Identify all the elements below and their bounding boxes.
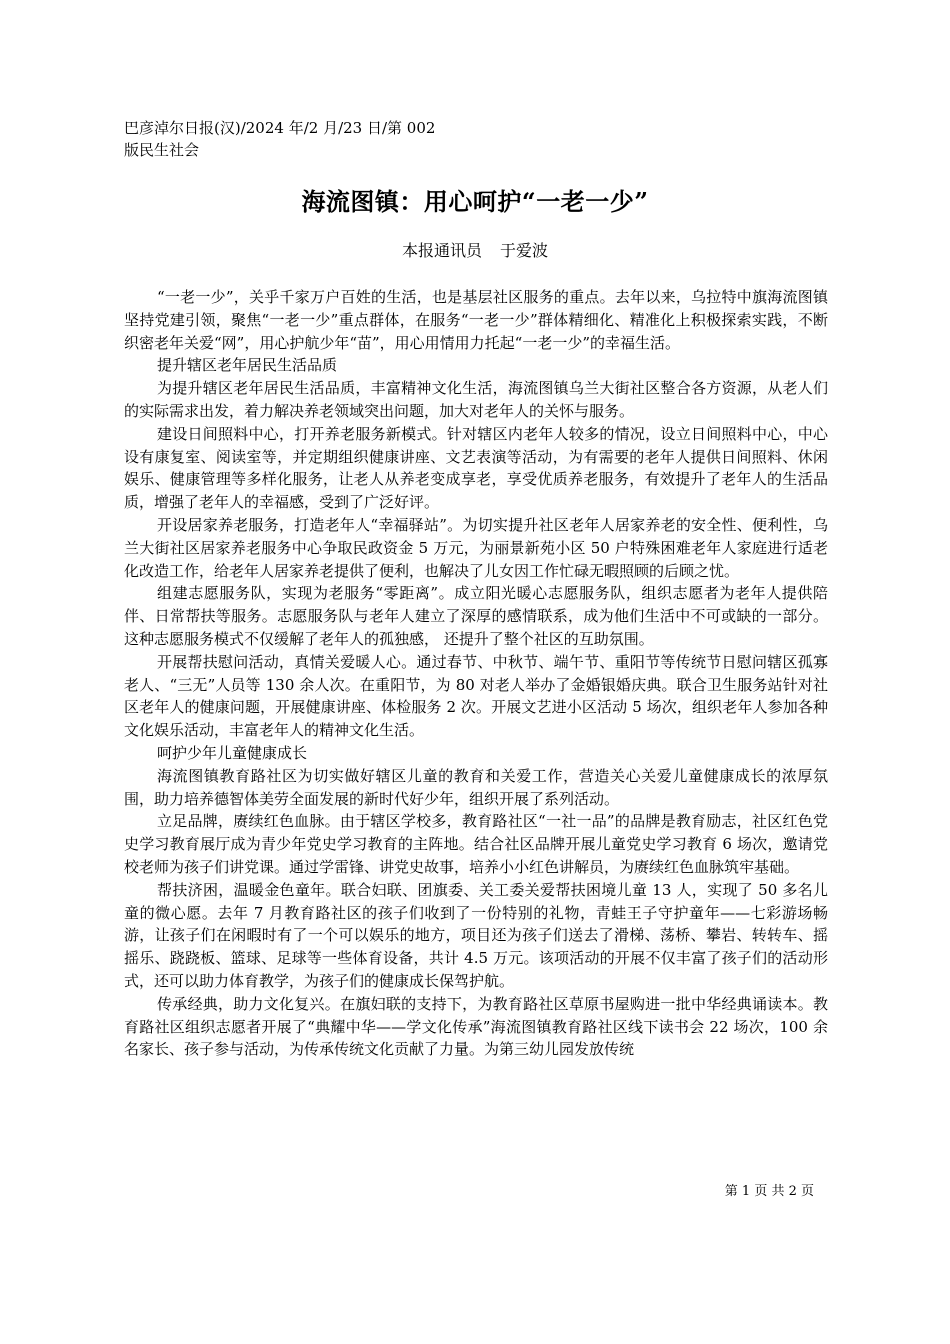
paragraph: 为提升辖区老年居民生活品质，丰富精神文化生活，海流图镇乌兰大街社区整合各方资源，从老人们的实际需求出发，着力解决养老领域突出问题，加大对老年人的关怀与服务。	[124, 379, 828, 420]
byline-name: 于爱波	[500, 241, 549, 260]
section-line: 版民生社会	[124, 141, 200, 159]
page-indicator: 第 1 页 共 2 页	[724, 1184, 814, 1199]
paragraph: 开设居家养老服务，打造老年人“幸福驿站”。为切实提升社区老年人居家养老的安全性、便利性，乌兰大街社区居家养老服务中心争取民政资金 5 万元，为丽景新苑小区 50 户特殊困难老年人家庭进行适老化改造工作，给老年人居家养老提供了便利，也解决了儿女因工作忙碌无暇照顾的后顾之忧。	[124, 515, 828, 580]
section-heading-elderly: 提升辖区老年居民生活品质	[157, 356, 338, 375]
paragraph: 组建志愿服务队，实现为老服务“零距离”。成立阳光暖心志愿服务队，组织志愿者为老年人提供陪伴、日常帮扶等服务。志愿服务队与老年人建立了深厚的感情联系，成为他们生活中不可或缺的一部分。 这种志愿服务模式不仅缓解了老年人的孤独感， 还提升了整个社区的互助氛围。	[124, 584, 828, 648]
article-body	[124, 286, 828, 1061]
paragraph: 帮扶济困，温暖金色童年。联合妇联、团旗委、关工委关爱帮扶困境儿童 13 人，实现了 50 多名儿童的微心愿。去年 7 月教育路社区的孩子们收到了一份特别的礼物，青蛙王子守护童年——七彩游场畅游，让孩子们在闲暇时有了一个可以娱乐的地方，项目还为孩子们送去了滑梯、荡桥、攀岩、转转车、摇摇乐、跷跷板、篮球、足球等一些体育设备，共计 4.5 万元。该项活动的开展不仅丰富了孩子们的活动形式，还可以助力体育教学，为孩子们的健康成长保驾护航。	[124, 880, 828, 990]
byline-role: 本报通讯员	[401, 241, 482, 260]
paragraph: 立足品牌，赓续红色血脉。由于辖区学校多，教育路社区“一社一品”的品牌是教育励志，社区红色党史学习教育展厅成为青少年党史学习教育的主阵地。结合社区品牌开展儿童党史学习教育 6 场次，邀请党校老师为孩子们讲党课。通过学雷锋、讲党史故事，培养小小红色讲解员，为赓续红色血脉筑牢基础。	[124, 812, 828, 876]
section-heading-children: 呵护少年儿童健康成长	[157, 743, 308, 762]
paragraph: 建设日间照料中心，打开养老服务新模式。针对辖区内老年人较多的情况，设立日间照料中心，中心设有康复室、阅读室等，并定期组织健康讲座、文艺表演等活动，为有需要的老年人提供日间照料、休闲娱乐、健康管理等多样化服务，让老人从养老变成享老，享受优质养老服务，有效提升了老年人的生活品质，增强了老年人的幸福感，受到了广泛好评。	[124, 424, 828, 512]
byline	[0, 238, 950, 261]
paragraph: 开展帮扶慰问活动，真情关爱暖人心。通过春节、中秋节、端午节、重阳节等传统节日慰问辖区孤寡老人、“三无”人员等 130 余人次。在重阳节，为 80 对老人举办了金婚银婚庆典。联合卫生服务站针对社区老年人的健康问题，开展健康讲座、体检服务 2 次。开展文艺进小区活动 5 场次，组织老年人参加各种文化娱乐活动，丰富老年人的精神文化生活。	[124, 652, 828, 740]
paragraph: 海流图镇教育路社区为切实做好辖区儿童的教育和关爱工作，营造关心关爱儿童健康成长的浓厚氛围，助力培养德智体美劳全面发展的新时代好少年，组织开展了系列活动。	[124, 766, 828, 808]
article-title: 海流图镇：用心呵护“一老一少”	[301, 187, 649, 216]
source-header	[124, 117, 435, 161]
paragraph: 传承经典，助力文化复兴。在旗妇联的支持下，为教育路社区草原书屋购进一批中华经典诵读本。教育路社区组织志愿者开展了“典耀中华——学文化传承”海流图镇教育路社区线下读书会 22 场次，100 余名家长、孩子参与活动，为传承传统文化贡献了力量。为第三幼儿园发放传统	[124, 994, 828, 1059]
paragraph-intro: “一老一少”，关乎千家万户百姓的生活，也是基层社区服务的重点。去年以来，乌拉特中旗海流图镇坚持党建引领，聚焦“一老一少”重点群体，在服务“一老一少”群体精细化、精准化上积极探索实践，不断织密老年关爱“网”，用心护航少年“苗”，用心用情用力托起“一老一少”的幸福生活。	[124, 288, 828, 352]
source-line: 巴彦淖尔日报(汉)/2024 年/2 月/23 日/第 002	[124, 119, 436, 137]
